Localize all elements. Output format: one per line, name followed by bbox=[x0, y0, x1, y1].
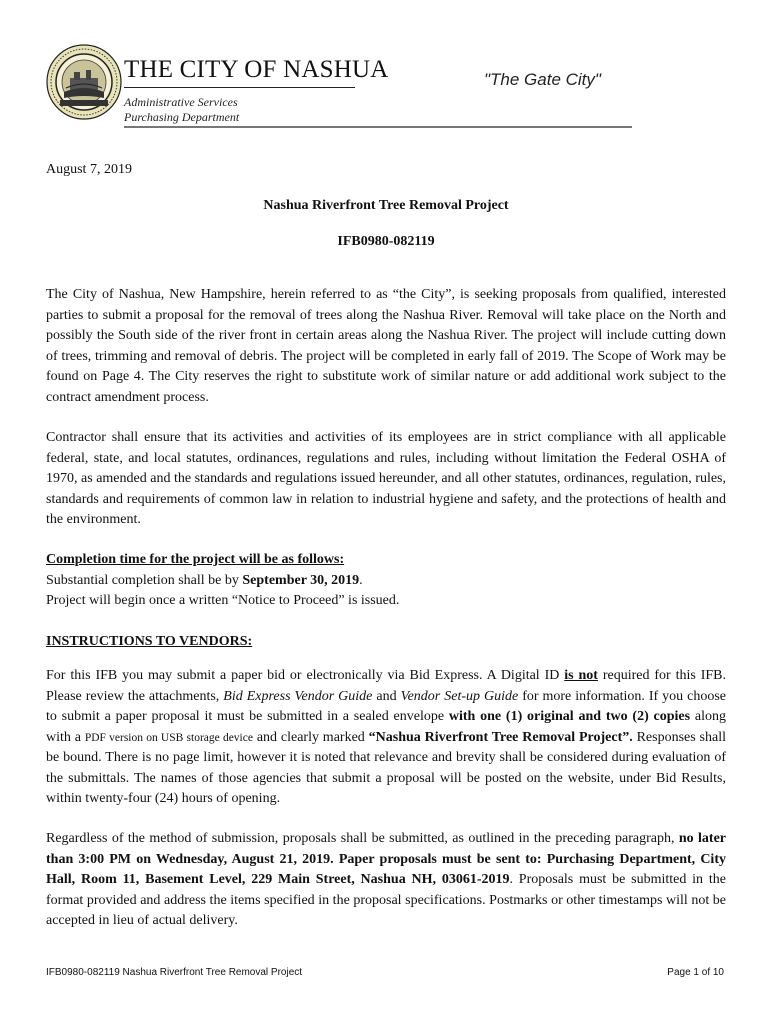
footer-page-number: Page 1 of 10 bbox=[667, 967, 724, 978]
department-line-1: Administrative Services bbox=[124, 95, 238, 109]
city-name: THE CITY OF NASHUA bbox=[124, 56, 389, 83]
city-seal-icon bbox=[46, 44, 122, 120]
instructions-paragraph: For this IFB you may submit a paper bid or electronically via Bid Express. A Digital ID is not required for this IFB. Please review the attachments, Bid Express Vendor Guide and Vendor Set-up Guide for more information. If you choose to submit a paper proposal it must be submitted in a sealed envelope with one (1) original and two (2) copies along with a PDF version on USB storage device and clearly marked “Nashua Riverfront Tree Removal Project”. Responses shall be bound. There is no page limit, however it is noted that relevance and brevity shall be considered during evaluation of the submittals. The names of those agencies that submit a proposal will be posted on the website, under Bid Results, within twenty-four (24) hours of opening. bbox=[46, 668, 727, 806]
completion-heading: Completion time for the project will be as follows: bbox=[46, 552, 345, 567]
completion-section bbox=[46, 550, 726, 612]
letter-date: August 7, 2019 bbox=[46, 162, 132, 177]
footer-document-id: IFB0980-082119 Nashua Riverfront Tree Removal Project bbox=[46, 967, 303, 978]
city-name-underline bbox=[124, 87, 355, 88]
intro-paragraph: The City of Nashua, New Hampshire, herein referred to as “the City”, is seeking proposals from qualified, interested parties to submit a proposal for the removal of trees along the Nashua River. Removal will take place on the North and possibly the South side of the river front in certain areas along the Nashua River. The project will include cutting down of trees, trimming and removal of debris. The project will be completed in early fall of 2019. The Scope of Work may be found on Page 4. The City reserves the right to substitute work of similar nature or add additional work subject to the contract amendment process. bbox=[46, 287, 726, 405]
instructions-heading: INSTRUCTIONS TO VENDORS: bbox=[46, 634, 253, 649]
completion-line-2: Project will begin once a written “Notice to Proceed” is issued. bbox=[46, 593, 400, 608]
ifb-number: IFB0980-082119 bbox=[337, 234, 435, 249]
header-divider bbox=[124, 126, 632, 128]
city-motto: "The Gate City" bbox=[484, 70, 601, 89]
submission-deadline-paragraph: Regardless of the method of submission, proposals shall be submitted, as outlined in the preceding paragraph, no later than 3:00 PM on Wednesday, August 21, 2019. Paper proposals must be sent to: Purchasing Department, City Hall, Room 11, Basement Level, 229 Main Street, Nashua NH, 03061-2019. Proposals must be submitted in the format provided and address the items specified in the proposal specifications. Postmarks or other timestamps will not be accepted in lieu of actual delivery. bbox=[46, 831, 726, 928]
completion-line-1: Substantial completion shall be by September 30, 2019. bbox=[46, 572, 363, 588]
department-line-2: Purchasing Department bbox=[124, 110, 240, 124]
project-title: Nashua Riverfront Tree Removal Project bbox=[263, 198, 509, 213]
compliance-paragraph: Contractor shall ensure that its activities and activities of its employees are in strict compliance with all applicable federal, state, and local statutes, ordinances, regulations and rules, including without limitation the Federal OSHA of 1970, as amended and the standards and regulations issued hereunder, and all other statutes, ordinances, regulation, rules, standards and requirements of common law in relation to industrial hygiene and safety, and the protections of health and the environment. bbox=[46, 430, 726, 527]
